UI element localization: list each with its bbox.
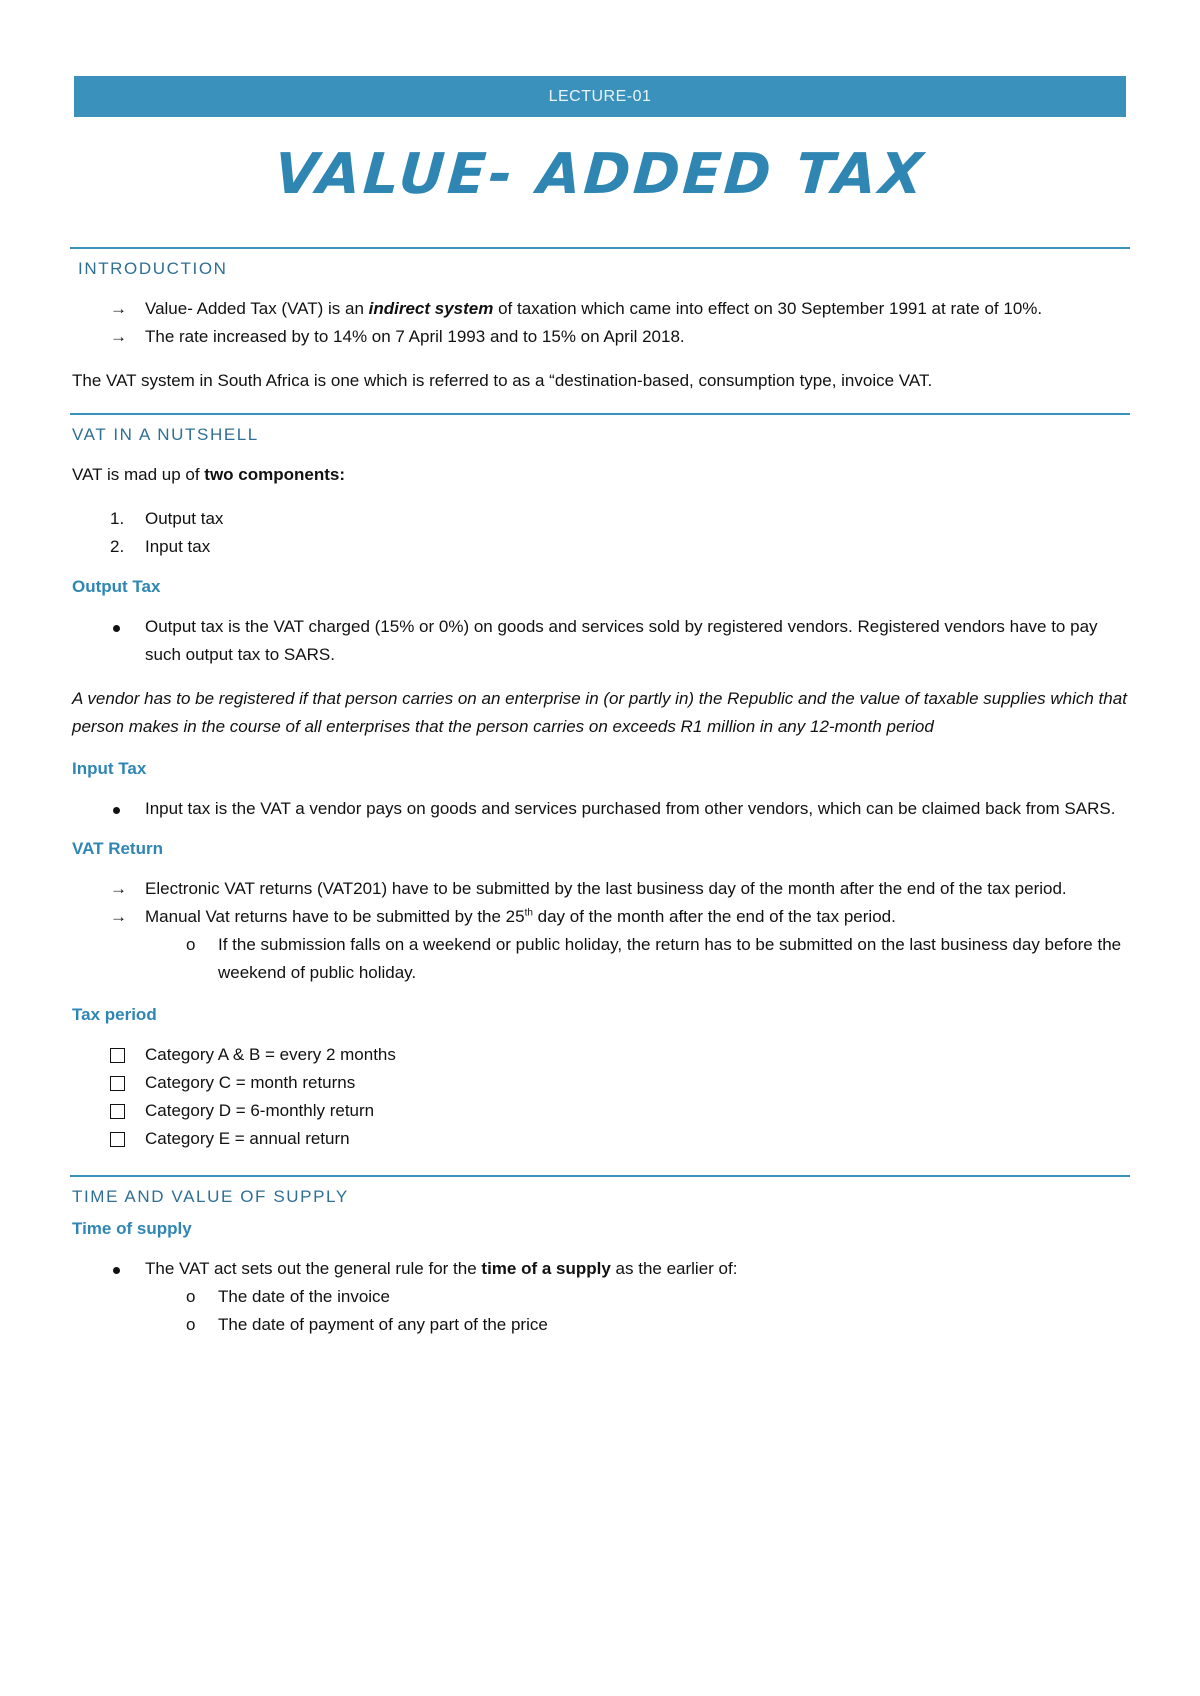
bullet-icon: [113, 625, 120, 632]
time-of-supply-list: [72, 1255, 1128, 1339]
arrow-icon: →: [110, 907, 127, 926]
list-subitem: o If the submission falls on a weekend or public holiday, the return has to be submitted on the last business day before the weekend of public holiday.: [72, 931, 1128, 987]
bullet-icon: [113, 1267, 120, 1274]
input-tax-list: [72, 795, 1128, 823]
list-item: Category A & B = every 2 months: [72, 1041, 1128, 1069]
input-tax-heading: Input Tax: [72, 759, 147, 778]
vat-return-list: [72, 875, 1128, 987]
list-subitem: o The date of the invoice: [72, 1283, 1128, 1311]
lecture-banner: LECTURE-01: [74, 76, 1126, 117]
list-item: Category C = month returns: [72, 1069, 1128, 1097]
checkbox-icon: [110, 1076, 125, 1091]
list-item: Category E = annual return: [72, 1125, 1128, 1153]
components-intro: VAT is mad up of two components:: [72, 465, 345, 484]
section-divider: [70, 247, 1130, 249]
list-item: Input tax is the VAT a vendor pays on goods and services purchased from other vendors, which can be claimed back from SARS.: [72, 795, 1128, 823]
list-item: Category D = 6-monthly return: [72, 1097, 1128, 1125]
arrow-icon: →: [110, 299, 127, 318]
components-list: [72, 505, 1128, 561]
output-tax-heading: Output Tax: [72, 577, 161, 596]
section-vat-nutshell: [72, 425, 1128, 1153]
vat-return-heading: VAT Return: [72, 839, 163, 858]
list-item: → Manual Vat returns have to be submitted by the 25th day of the month after the end of the tax period.: [72, 903, 1128, 931]
list-item: 1. Output tax: [110, 509, 224, 528]
section-divider: [70, 1175, 1130, 1177]
list-item: → Value- Added Tax (VAT) is an indirect system of taxation which came into effect on 30 September 1991 at rate of 10%.: [72, 295, 1128, 323]
registration-note: A vendor has to be registered if that person carries on an enterprise in (or partly in) the Republic and the value of taxable supplies which that person makes in the course of all enterprises that the person carries on exceeds R1 million in any 12-month period: [72, 689, 1127, 736]
section-heading: TIME AND VALUE OF SUPPLY: [72, 1187, 349, 1206]
section-heading: INTRODUCTION: [78, 259, 228, 278]
section-time-value-supply: [72, 1187, 1128, 1339]
list-item: 2. Input tax: [110, 537, 211, 556]
tax-period-heading: Tax period: [72, 1005, 157, 1024]
intro-list: [72, 295, 1128, 351]
arrow-icon: →: [110, 879, 127, 898]
time-of-supply-heading: Time of supply: [72, 1219, 192, 1238]
circle-bullet-icon: o: [186, 1287, 196, 1306]
checkbox-icon: [110, 1104, 125, 1119]
list-item: → The rate increased by to 14% on 7 April 1993 and to 15% on April 2018.: [72, 323, 1128, 351]
arrow-icon: →: [110, 327, 127, 346]
tax-period-list: [72, 1041, 1128, 1153]
circle-bullet-icon: o: [186, 1315, 196, 1334]
list-item: → Electronic VAT returns (VAT201) have to be submitted by the last business day of the month after the end of the tax period.: [72, 875, 1128, 903]
section-heading: VAT IN A NUTSHELL: [72, 425, 259, 444]
intro-paragraph: The VAT system in South Africa is one which is referred to as a “destination-based, consumption type, invoice VAT.: [72, 371, 933, 390]
section-divider: [70, 413, 1130, 415]
emphasis-text: indirect system: [368, 299, 494, 318]
checkbox-icon: [110, 1048, 125, 1063]
section-introduction: [72, 259, 1128, 395]
checkbox-icon: [110, 1132, 125, 1147]
list-item: The VAT act sets out the general rule for the time of a supply as the earlier of:: [72, 1255, 1128, 1283]
list-item: Output tax is the VAT charged (15% or 0%) on goods and services sold by registered vendors. Registered vendors have to pay such output tax to SARS.: [72, 613, 1128, 669]
list-subitem: o The date of payment of any part of the price: [72, 1311, 1128, 1339]
bullet-icon: [113, 807, 120, 814]
output-tax-list: [72, 613, 1128, 669]
document-title: VALUE- ADDED TAX: [272, 142, 928, 207]
circle-bullet-icon: o: [186, 935, 196, 954]
